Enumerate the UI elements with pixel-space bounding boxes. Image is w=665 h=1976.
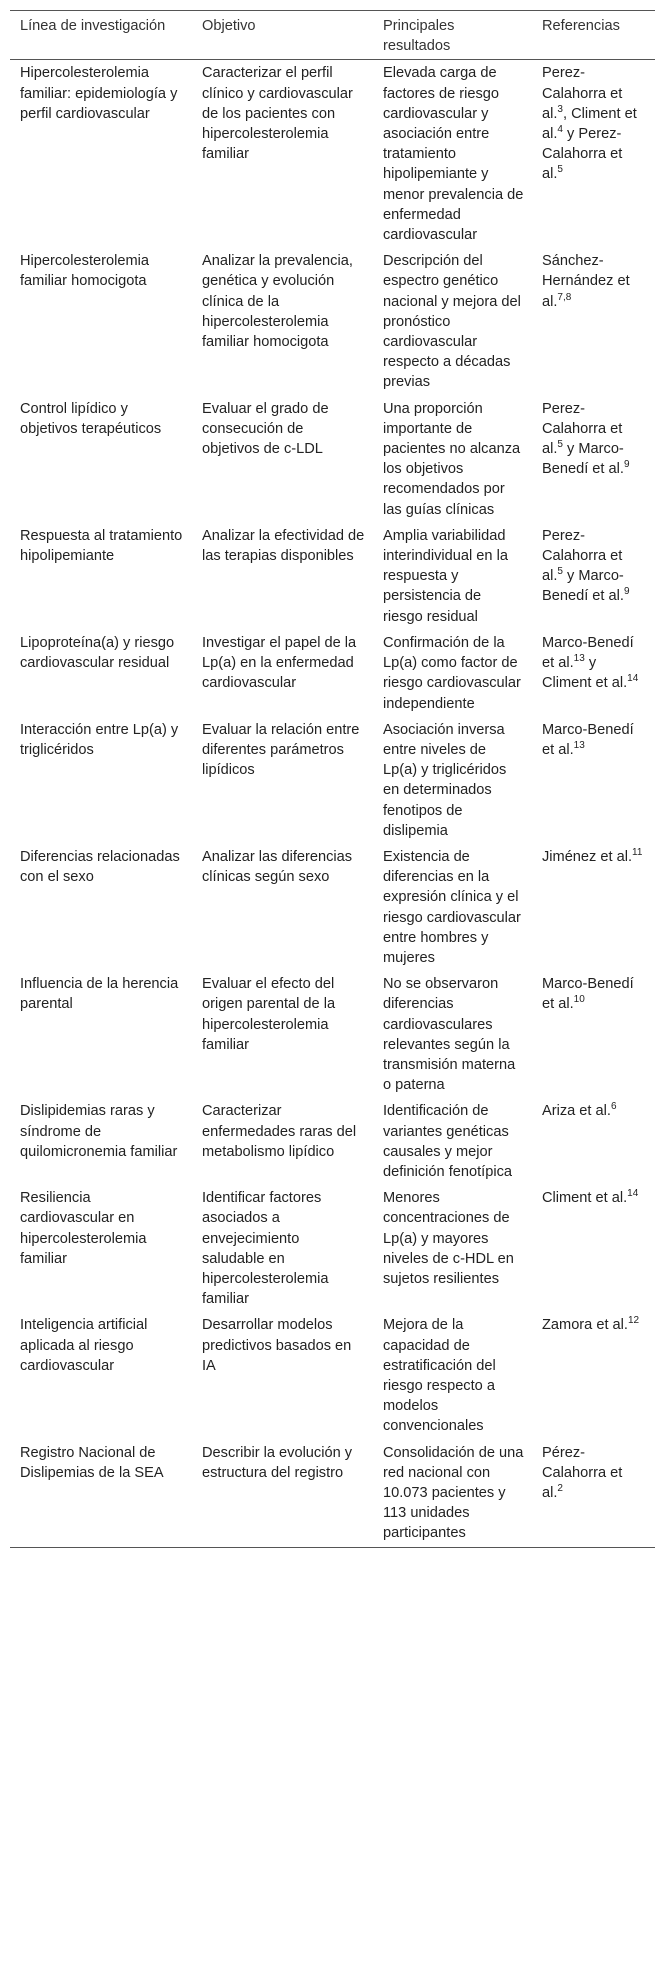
cell-resultados: Consolidación de una red nacional con 10.073 pacientes y 113 unidades participantes — [373, 1440, 532, 1548]
cell-objetivo: Identificar factores asociados a envejecimiento saludable en hipercolesterolemia familiar — [202, 1190, 329, 1308]
table-row — [10, 1098, 655, 1185]
reference-citation-number: 13 — [573, 653, 585, 665]
cell-referencias — [532, 523, 655, 630]
cell-resultados: Confirmación de la Lp(a) como factor de riesgo cardiovascular independiente — [383, 634, 521, 712]
cell-resultados: Amplia variabilidad interindividual en la respuesta y persistencia de riesgo residual — [383, 527, 508, 625]
cell-linea: Hipercolesterolemia familiar: epidemiología y perfil cardiovascular — [20, 65, 178, 122]
reference-citation-number: 9 — [623, 586, 630, 598]
table-row — [10, 1312, 655, 1439]
reference-citation-number: 4 — [557, 124, 563, 136]
cell-linea: Lipoproteína(a) y riesgo cardiovascular residual — [20, 634, 175, 672]
reference-citation-number: 10 — [573, 994, 585, 1006]
cell-referencias — [532, 630, 655, 717]
research-lines-table — [10, 10, 655, 1548]
cell-resultados: No se observaron diferencias cardiovasculares relevantes según la transmisión materna o paterna — [383, 976, 516, 1094]
reference-text: Perez-Calahorra et al. — [542, 400, 623, 458]
reference-citation-number: 9 — [623, 459, 630, 471]
cell-objetivo: Caracterizar enfermedades raras del metabolismo lipídico — [202, 1103, 357, 1160]
table-header — [10, 11, 655, 60]
cell-resultados: Asociación inversa entre niveles de Lp(a) y triglicéridos en determinados fenotipos de dislipemia — [383, 721, 507, 839]
reference-text: Marco-Benedí et al. — [542, 721, 634, 758]
reference-text: y Marco-Benedí et al. — [542, 568, 624, 605]
cell-linea: Hipercolesterolemia familiar homocigota — [20, 253, 149, 290]
cell-objetivo: Analizar la efectividad de las terapias disponibles — [202, 527, 365, 565]
reference-citation-number: 7,8 — [557, 291, 572, 303]
reference-text: Perez-Calahorra et al. — [542, 65, 623, 122]
reference-text: Climent et al. — [542, 1190, 628, 1207]
reference-citation-number: 5 — [557, 566, 563, 578]
reference-text: Jiménez et al. — [542, 848, 633, 865]
cell-linea: Control lipídico y objetivos terapéuticos — [20, 400, 162, 437]
reference-text: Marco-Benedí et al. — [542, 634, 634, 672]
reference-text: Ariza et al. — [542, 1103, 611, 1120]
cell-referencias — [532, 717, 655, 844]
cell-objetivo: Evaluar la relación entre diferentes parámetros lipídicos — [202, 721, 360, 779]
table-row — [10, 844, 655, 971]
cell-referencias — [532, 396, 655, 523]
cell-resultados: Descripción del espectro genético nacional y mejora del pronóstico cardiovascular respecto a décadas previas — [383, 253, 521, 391]
cell-linea: Registro Nacional de Dislipemias de la SEA — [10, 1440, 192, 1548]
header-row — [10, 11, 655, 60]
header-referencias: Referencias — [532, 11, 655, 60]
reference-citation-number: 14 — [627, 1188, 639, 1200]
cell-objetivo: Analizar la prevalencia, genética y evolución clínica de la hipercolesterolemia familiar homocigota — [202, 253, 353, 351]
cell-objetivo: Analizar las diferencias clínicas según sexo — [202, 848, 353, 886]
reference-citation-number: 3 — [557, 103, 563, 115]
cell-referencias — [532, 248, 655, 395]
reference-citation-number: 11 — [632, 846, 643, 858]
cell-objetivo: Investigar el papel de la Lp(a) en la enfermedad cardiovascular — [202, 634, 357, 692]
reference-text: Pérez-Calahorra et al. — [542, 1444, 623, 1502]
table-row — [10, 630, 655, 717]
cell-linea: Respuesta al tratamiento hipolipemiante — [20, 527, 183, 565]
reference-citation-number: 5 — [557, 164, 563, 176]
cell-linea: Influencia de la herencia parental — [20, 976, 179, 1013]
table-row — [10, 971, 655, 1098]
cell-resultados: Existencia de diferencias en la expresión clínica y el riesgo cardiovascular entre hombres y mujeres — [383, 848, 521, 966]
cell-referencias — [532, 844, 655, 971]
reference-text: , Climent et al. — [542, 105, 637, 143]
header-objetivo: Objetivo — [192, 11, 373, 60]
cell-linea: Inteligencia artificial aplicada al riesgo cardiovascular — [20, 1317, 148, 1374]
cell-resultados: Menores concentraciones de Lp(a) y mayores niveles de c-HDL en sujetos resilientes — [383, 1190, 514, 1287]
cell-linea: Dislipidemias raras y síndrome de quilomicronemia familiar — [20, 1103, 178, 1160]
reference-text: y Marco-Benedí et al. — [542, 441, 624, 478]
cell-objetivo: Describir la evolución y estructura del registro — [192, 1440, 373, 1548]
reference-text: Marco-Benedí et al. — [542, 976, 634, 1013]
reference-citation-number: 6 — [610, 1101, 617, 1113]
reference-citation-number: 12 — [627, 1315, 640, 1327]
reference-text: Zamora et al. — [542, 1317, 628, 1334]
cell-referencias — [532, 1098, 655, 1185]
reference-text: Sánchez-Hernández et al. — [542, 253, 630, 310]
reference-text: y Perez-Calahorra et al. — [542, 126, 623, 183]
cell-referencias — [532, 1440, 655, 1548]
table-row — [10, 717, 655, 844]
table-row — [10, 248, 655, 395]
reference-citation-number: 5 — [557, 439, 563, 451]
cell-referencias — [532, 1312, 655, 1439]
research-lines-table-container — [10, 10, 655, 1548]
reference-citation-number: 2 — [557, 1483, 563, 1495]
cell-linea: Diferencias relacionadas con el sexo — [20, 848, 180, 886]
table-body — [10, 60, 655, 1547]
header-linea: Línea de investigación — [10, 11, 192, 60]
cell-objetivo: Evaluar el grado de consecución de objetivos de c-LDL — [202, 400, 329, 458]
cell-referencias — [532, 60, 655, 248]
reference-text: y Climent et al. — [542, 655, 628, 692]
cell-objetivo: Caracterizar el perfil clínico y cardiovascular de los pacientes con hipercolesterolemia familiar — [202, 65, 353, 163]
reference-citation-number: 13 — [573, 739, 585, 751]
reference-text: Perez-Calahorra et al. — [542, 527, 623, 585]
cell-linea: Interacción entre Lp(a) y triglicéridos — [20, 721, 179, 758]
table-row — [10, 523, 655, 630]
table-row — [10, 1185, 655, 1312]
cell-resultados: Una proporción importante de pacientes no alcanza los objetivos recomendados por las guías clínicas — [383, 400, 521, 518]
cell-linea: Resiliencia cardiovascular en hipercolesterolemia familiar — [20, 1190, 147, 1267]
header-resultados: Principales resultados — [373, 11, 532, 60]
cell-resultados: Mejora de la capacidad de estratificación del riesgo respecto a modelos convencionales — [383, 1317, 496, 1435]
cell-referencias — [532, 971, 655, 1098]
table-row — [10, 1440, 655, 1548]
cell-referencias — [532, 1185, 655, 1312]
cell-resultados: Identificación de variantes genéticas causales y mejor definición fenotípica — [383, 1103, 512, 1180]
table-row — [10, 396, 655, 523]
table-row — [10, 60, 655, 248]
cell-objetivo: Evaluar el efecto del origen parental de la hipercolesterolemia familiar — [202, 976, 336, 1053]
cell-resultados: Elevada carga de factores de riesgo cardiovascular y asociación entre tratamiento hipolipemiante y menor prevalencia de enfermedad cardiovascular — [383, 65, 524, 244]
cell-objetivo: Desarrollar modelos predictivos basados en IA — [202, 1317, 352, 1374]
reference-citation-number: 14 — [627, 673, 639, 685]
